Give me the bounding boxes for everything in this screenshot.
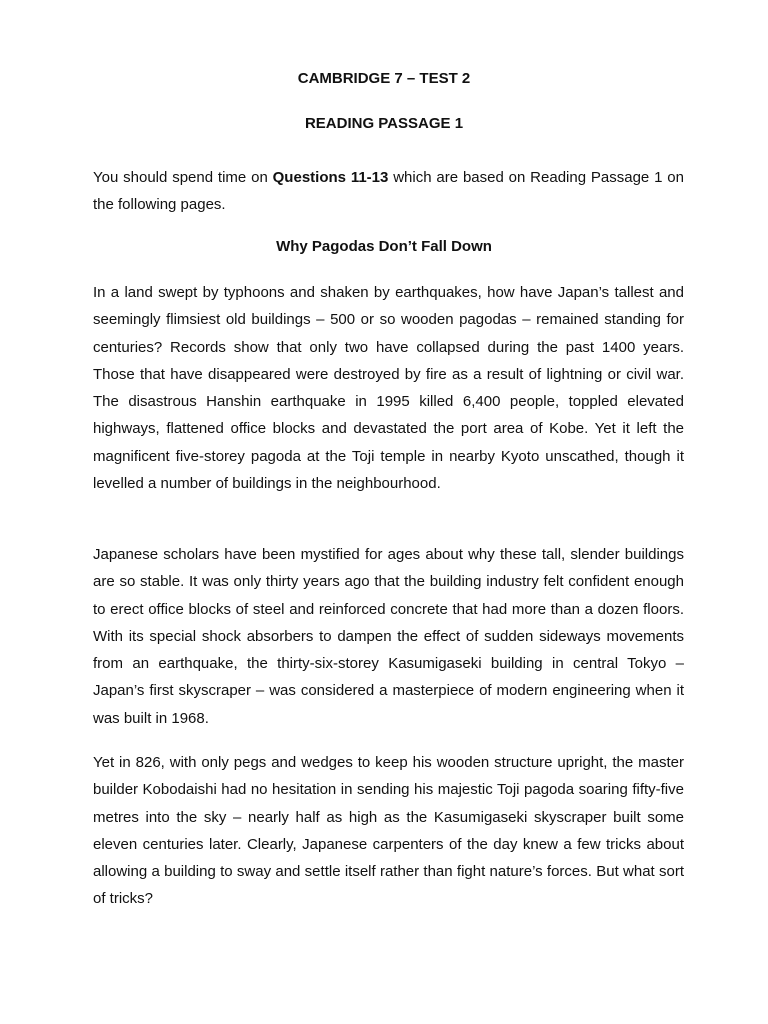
passage-paragraph-1: In a land swept by typhoons and shaken by earthquakes, how have Japan’s tallest and seemingly flimsiest old buildings – 500 or so wooden pagodas – remained standing for centuries? Records show that only two have collapsed during the past 1400 years. Those that have disappeared were destroyed by fire as a result of lightning or civil war. The disastrous Hanshin earthquake in 1995 killed 6,400 people, toppled elevated highways, flattened office blocks and devastated the port area of Kobe. Yet it left the magnificent five-storey pagoda at the Toji temple in nearby Kyoto unscathed, though it levelled a number of buildings in the neighbourhood.	[93, 284, 684, 493]
intro-text-before: You should spend time on	[93, 169, 273, 186]
intro-questions-bold: Questions 11-13	[272, 169, 389, 186]
section-title: READING PASSAGE 1	[304, 115, 464, 132]
passage-title: Why Pagodas Don’t Fall Down	[276, 238, 492, 255]
intro-text-after: which are based on Reading Passage 1 on the following pages.	[93, 169, 684, 213]
passage-paragraph-2: Japanese scholars have been mystified for ages about why these tall, slender buildings are so stable. It was only thirty years ago that the building industry felt confident enough to erect office blocks of steel and reinforced concrete that had more than a dozen floors. With its special shock absorbers to dampen the effect of sudden sideways movements from an earthquake, the thirty-six-storey Kasumigaseki building in central Tokyo – Japan’s first skyscraper – was considered a masterpiece of modern engineering when it was built in 1968.	[93, 546, 684, 727]
passage-paragraph-3: Yet in 826, with only pegs and wedges to keep his wooden structure upright, the master builder Kobodaishi had no hesitation in sending his majestic Toji pagoda soaring fifty-five metres into the sky – nearly half as high as the Kasumigaseki skyscraper built some eleven centuries later. Clearly, Japanese carpenters of the day knew a few tricks about allowing a building to sway and settle itself rather than fight nature’s forces. But what sort of tricks?	[93, 754, 684, 908]
intro-paragraph	[93, 164, 684, 218]
document-header: CAMBRIDGE 7 – TEST 2	[297, 70, 471, 87]
